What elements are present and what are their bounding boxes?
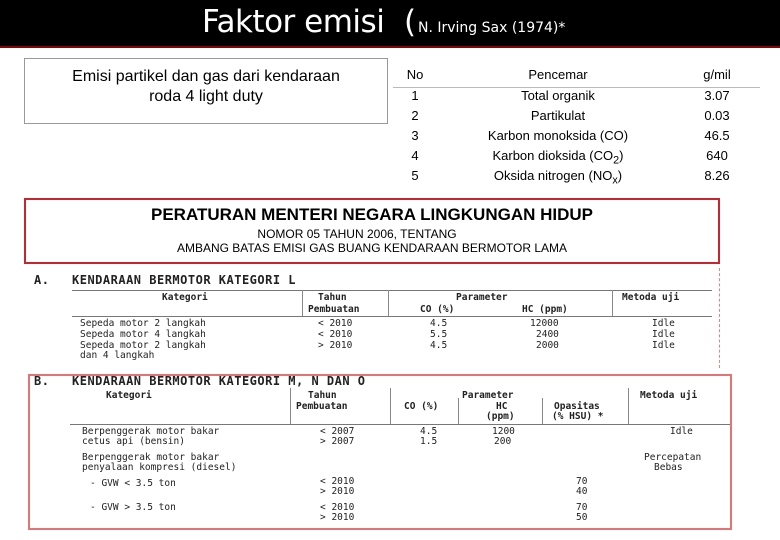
b-row2-kategori2: penyalaan kompresi (diesel) [82,462,237,473]
col-opasitas-unit: (% HSU) * [552,411,604,422]
col-hc-unit: (ppm) [486,411,515,422]
a-row3-kategori-cont: dan 4 langkah [80,350,155,361]
section-title-a: KENDARAAN BERMOTOR KATEGORI L [72,273,297,287]
row-pollutant [453,148,663,167]
row-no: 5 [411,168,419,183]
row-no: 4 [411,148,419,163]
b-row1-co2: 1.5 [420,436,438,447]
col-co: CO (%) [420,304,455,315]
b-row2-kategori: Berpenggerak motor bakar [82,452,220,463]
row-pollutant [453,168,663,187]
info-box [24,58,388,124]
rule [458,398,459,424]
col-hc: HC [496,401,508,412]
rule [628,388,629,424]
header-pencemar: Pencemar [528,67,588,82]
b-row1-kategori2: cetus api (bensin) [82,436,185,447]
a-row2-hc: 2400 [536,329,559,340]
b-row1-kategori: Berpenggerak motor bakar [82,426,220,437]
row-value: 640 [706,148,728,163]
rule [290,388,291,424]
a-row1-hc: 12000 [530,318,559,329]
row-pollutant: Partikulat [530,108,586,123]
a-row2-tahun: < 2010 [318,329,353,340]
section-letter-a: A. [34,273,50,287]
regulation-title: PERATURAN MENTERI NEGARA LINGKUNGAN HIDUP [151,205,593,224]
table-category-l [12,268,720,368]
a-row3-hc: 2000 [536,340,559,351]
b-row1-hc1: 1200 [492,426,515,437]
row-no: 2 [411,108,419,123]
b-row1-co1: 4.5 [420,426,438,437]
col-metoda: Metoda uji [622,292,680,303]
header-no: No [406,67,424,82]
title-paren: ( [404,4,417,40]
a-row3-co: 4.5 [430,340,448,351]
b-row3-kategori: - GVW > 3.5 ton [90,502,176,513]
col-opasitas: Opasitas [554,401,600,412]
b-row1-metoda: Idle [670,426,693,437]
pollutant-subscript: x [612,174,618,187]
pollutant-subscript: 2 [613,154,620,167]
header-gmil: g/mil [703,67,731,82]
col-pembuatan: Pembuatan [308,304,360,315]
row-no: 3 [411,128,419,143]
b-row2-op1: 70 [576,476,588,487]
b-row3-op2: 50 [576,512,588,523]
a-row2-kategori: Sepeda motor 4 langkah [80,329,206,340]
b-row3-tahun1: < 2010 [320,502,355,513]
regulation-number: NOMOR 05 TAHUN 2006, TENTANG [257,227,457,241]
row-pollutant: Total organik [521,88,595,103]
col-co: CO (%) [404,401,439,412]
section-title-b: KENDARAAN BERMOTOR KATEGORI M, N DAN O [72,374,366,388]
b-row1-tahun1: < 2007 [320,426,355,437]
table-row [393,148,760,168]
b-row2-kategori3: - GVW < 3.5 ton [90,478,176,489]
rule [70,424,730,425]
pollutant-tail: ) [619,148,624,163]
table-row [393,128,760,148]
page-title: Faktor emisi [202,4,385,40]
title-bar [0,0,780,48]
row-no: 1 [411,88,419,103]
row-pollutant: Karbon monoksida (CO) [487,128,629,143]
col-tahun: Tahun [318,292,347,303]
row-value: 0.03 [704,108,730,123]
section-letter-b: B. [34,374,50,388]
pollutant-text: Karbon dioksida (CO [492,148,614,163]
row-value: 8.26 [704,168,730,183]
emission-table [393,58,760,190]
b-row2-tahun2: > 2010 [320,486,355,497]
info-line-1: Emisi partikel dan gas dari kendaraan [72,68,340,85]
rule [542,398,543,424]
rule [302,290,303,316]
rule [72,290,712,291]
col-parameter: Parameter [456,292,508,303]
col-pembuatan: Pembuatan [296,401,348,412]
b-row1-tahun2: > 2007 [320,436,355,447]
col-hc: HC (ppm) [522,304,568,315]
a-row1-tahun: < 2010 [318,318,353,329]
table-row [393,168,760,188]
col-metoda: Metoda uji [640,390,698,401]
a-row1-metoda: Idle [652,318,675,329]
row-value: 3.07 [704,88,730,103]
b-row3-op1: 70 [576,502,588,513]
col-kategori: Kategori [162,292,208,303]
col-parameter: Parameter [462,390,514,401]
col-tahun: Tahun [308,390,337,401]
a-row1-kategori: Sepeda motor 2 langkah [80,318,206,329]
a-row2-co: 5.5 [430,329,448,340]
regulation-subject: AMBANG BATAS EMISI GAS BUANG KENDARAAN BERMOTOR LAMA [176,241,568,255]
table-category-mno [28,374,732,530]
rule [72,316,712,317]
b-row2-tahun1: < 2010 [320,476,355,487]
b-row2-op2: 40 [576,486,588,497]
pollutant-tail: ) [617,168,623,183]
rule [388,290,389,316]
b-row2-metoda1: Percepatan [644,452,702,463]
col-kategori: Kategori [106,390,152,401]
a-row2-metoda: Idle [652,329,675,340]
a-row1-co: 4.5 [430,318,448,329]
b-row3-tahun2: > 2010 [320,512,355,523]
b-row2-metoda2: Bebas [654,462,683,473]
pollutant-text: Oksida nitrogen (NO [493,168,613,183]
row-value: 46.5 [704,128,730,143]
a-row3-metoda: Idle [652,340,675,351]
b-row1-hc2: 200 [494,436,512,447]
emission-table-header [393,62,760,88]
a-row3-kategori: Sepeda motor 2 langkah [80,340,206,351]
regulation-box [24,198,720,264]
source-citation: N. Irving Sax (1974)* [418,20,566,36]
a-row3-tahun: > 2010 [318,340,353,351]
table-row [393,88,760,108]
table-row [393,108,760,128]
info-line-2: roda 4 light duty [149,88,263,105]
rule [612,290,613,316]
rule [390,388,391,424]
